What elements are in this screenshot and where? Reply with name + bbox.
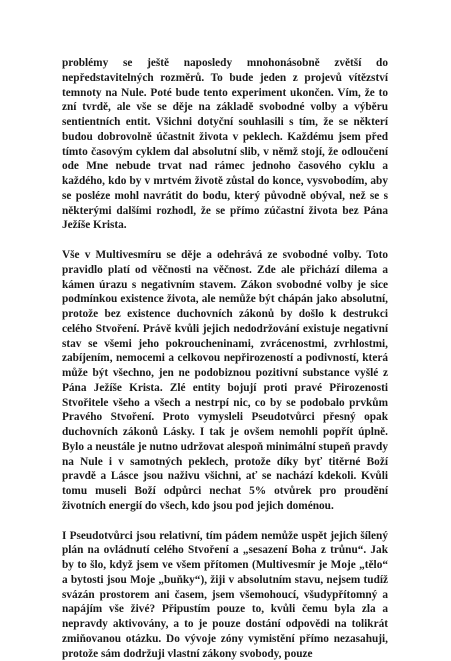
paragraph-3: I Pseudotvůrci jsou relativní, tím pádem nemůže uspět jejich šílený plán na ovládnutí celého Stvoření a „sesazení Boha z trůnu“. Jak by to šlo, když jsem ve všem přítomen (Multivesmír je Moje „tělo“ a bytosti jsou Moje „buňky“), žiji v absolutním stavu, nejsem tudíž svázán prostorem ani časem, jsem všemohoucí, všudypřítomný a napájím vše živé? Připustím pouze to, kvůli čemu byla zla a nepravdy aktivovány, a to je pouze dostání odpovědi na tolikrát zmiňovanou otázku. Do vývoje zóny vymistění přímo nezasahuji, protože sám dodržuji vlastní zákony svobody, pouze (62, 529, 388, 661)
body-text (62, 56, 388, 661)
paragraph-1: problémy se ještě naposledy mnohonásobně zvětší do nepředstavitelných rozměrů. To bude jeden z projevů vítězství temnoty na Nule. Poté bude tento experiment ukončen. Vím, že to zní tvrdě, ale vše se děje na základě svobodné volby a výběru sentientních entit. Všichni dotyční souhlasili s tím, že se některí budou dobrovolně účastnit života v peklech. Každému jsem před tímto časovým cyklem dal absolutní slib, v němž stojí, že odloučení ode Mne nebude trvat nad rámec jednoho časového cyklu a každého, kdo by v mrtvém životě zůstal do konce, vysvobodím, aby se posléze mohl navrátit do bodu, který původně obýval, než se s některými dalšími rozhodl, že se přímo zúčastní života bez Pána Ježíše Krista. (62, 56, 388, 233)
paragraph-2: Vše v Multivesmíru se děje a odehrává ze svobodné volby. Toto pravidlo platí od věčnosti na věčnost. Zde ale přichází dilema a kámen úrazu s negativním stavem. Zákon svobodné volby je sice podmínkou existence života, ale nemůže být chápán jako absolutní, protože bez existence duchovních zákonů by došlo k destrukci celého Stvoření. Právě kvůli jejich nedodržování existuje negativní stav se všemi jeho pokroucheninami, zvrácenostmi, zvrhlostmi, zabíjením, nemocemi a celkovou nepřirozeností a podivností, která může být všechno, jen ne podobiznou pozitivní substance vyšlé z Pána Ježíše Krista. Zlé entity bojují proti pravé Přirozenosti Stvořitele všeho a všech a nestrpí nic, co by se podobalo prvkům Pravého Stvoření. Proto vymysleli Pseudotvůrci přesný opak duchovních zákonů Lásky. I tak je ovšem nemohli popřít úplně. Bylo a neustále je nutno udržovat alespoň minimální stupeň pravdy na Nule i v samotných peklech, protože díky byť titěrné Boží pravdě a Lásce jsou naživu všichni, ať se nachází kdekoli. Kvůli tomu museli Boží odpůrci nechat 5% otvůrek pro proudění životních energií do všech, kdo jsou pod jejich doménou. (62, 248, 388, 514)
